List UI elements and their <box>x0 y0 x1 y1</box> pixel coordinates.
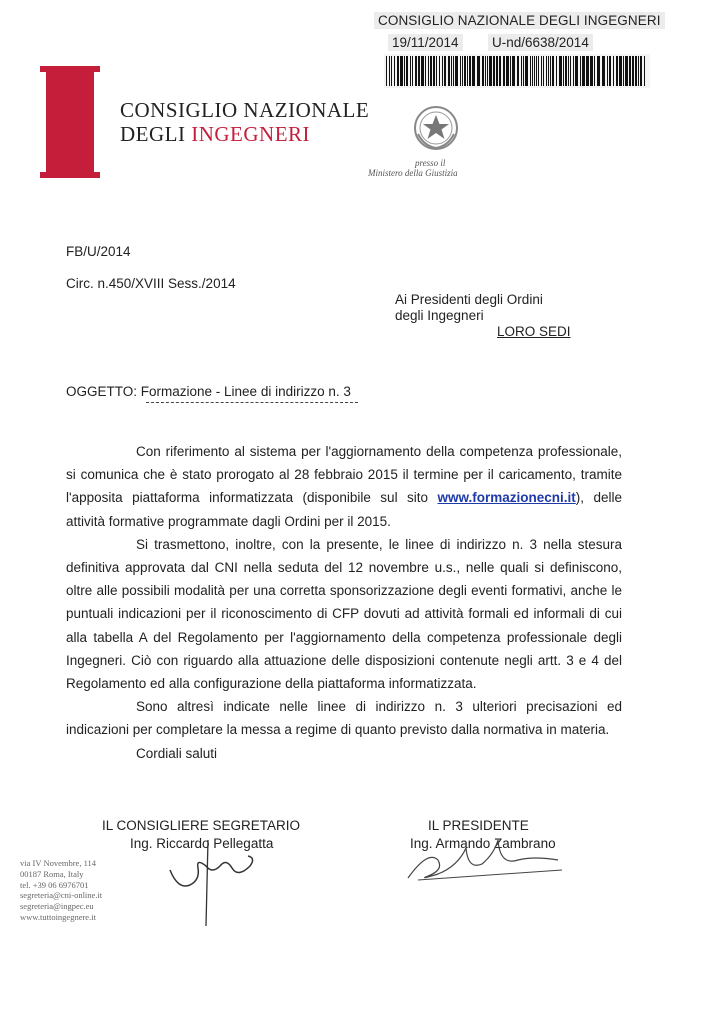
protocol-stamp <box>370 12 661 88</box>
footer-address <box>20 858 102 923</box>
paragraph-1 <box>66 440 622 533</box>
italian-emblem-icon <box>412 104 460 152</box>
recipient-line1: Ai Presidenti degli Ordini <box>395 292 543 307</box>
barcode <box>384 54 650 88</box>
logo-serif-top <box>40 66 100 72</box>
footer-line: segreteria@ingpec.eu <box>20 901 94 912</box>
left-signature <box>160 830 270 930</box>
circular-number: Circ. n.450/XVIII Sess./2014 <box>66 276 236 291</box>
subject-line: OGGETTO: Formazione - Linee di indirizzo n. 3 <box>66 384 351 399</box>
website-link[interactable]: www.formazionecni.it <box>437 490 576 506</box>
closing: Cordiali saluti <box>136 745 218 761</box>
subject-divider <box>146 402 358 403</box>
left-signer-name: Ing. Riccardo Pellegatta <box>130 836 274 851</box>
letter-body <box>66 440 622 765</box>
recipient-line2: degli Ingegneri <box>395 308 484 323</box>
paragraph-3: Sono altresì indicate nelle linee di indirizzo n. 3 ulteriori precisazioni ed indicazioni per completare la messa a regime di quanto previsto dalla normativa in materia. <box>66 699 622 738</box>
footer-line: 00187 Roma, Italy <box>20 868 84 879</box>
org-name-ingegneri: INGEGNERI <box>191 122 311 146</box>
right-signer-name: Ing. Armando Zambrano <box>410 836 556 851</box>
paragraph-1-end: ), delle attività formative programmate dagli Ordini per il 2015. <box>66 490 622 529</box>
reference-code: FB/U/2014 <box>66 244 131 259</box>
footer-line: segreteria@cni-online.it <box>20 890 103 901</box>
paragraph-2: Si trasmettono, inoltre, con la presente, le linee di indirizzo n. 3 nella stesura definitiva approvata dal CNI nella seduta del 12 novembre u.s., nelle quali si definiscono, oltre alle possibili modalità per una corretta sponsorizzazione degli eventi formativi, anche le puntuali indicazioni per il riconoscimento di CFP dovuti ad attività formali ed informali di cui alla tabella A del Regolamento per l'aggiornamento della competenza professionale degli Ingegneri. Ciò con riguardo alla attuazione delle disposizioni contenute negli artt. 3 e 4 del Regolamento ed alla configurazione della piattaforma informatizzata. <box>66 536 622 692</box>
stamp-title: CONSIGLIO NAZIONALE DEGLI INGEGNERI <box>374 12 665 29</box>
org-name-line1: CONSIGLIO NAZIONALE <box>120 98 370 122</box>
presso-line1: presso il <box>415 158 446 168</box>
org-name-line2 <box>120 122 310 147</box>
logo-serif-bottom <box>40 172 100 178</box>
right-signature <box>398 830 568 890</box>
right-signer-title: IL PRESIDENTE <box>428 818 529 833</box>
footer-line: via IV Novembre, 114 <box>20 858 97 868</box>
footer-line: tel. +39 06 6976701 <box>20 879 89 890</box>
footer-line: www.tuttoingegnere.it <box>20 911 96 922</box>
paragraph-1-start: Con riferimento al sistema per l'aggiornamento della competenza professionale, si comunica che è stato prorogato al 28 febbraio 2015 il termine per il caricamento, tramite l'apposita piattaforma informatizzata (disponibile sul sito <box>66 444 622 506</box>
stamp-number: U-nd/6638/2014 <box>488 34 593 51</box>
left-signer-title: IL CONSIGLIERE SEGRETARIO <box>102 818 301 833</box>
presso-line2: Ministero della Giustizia <box>368 168 458 178</box>
org-name-degli: DEGLI <box>120 122 192 146</box>
recipient-line3: LORO SEDI <box>497 324 571 339</box>
logo-letter-i <box>46 66 94 178</box>
stamp-date: 19/11/2014 <box>388 34 463 51</box>
